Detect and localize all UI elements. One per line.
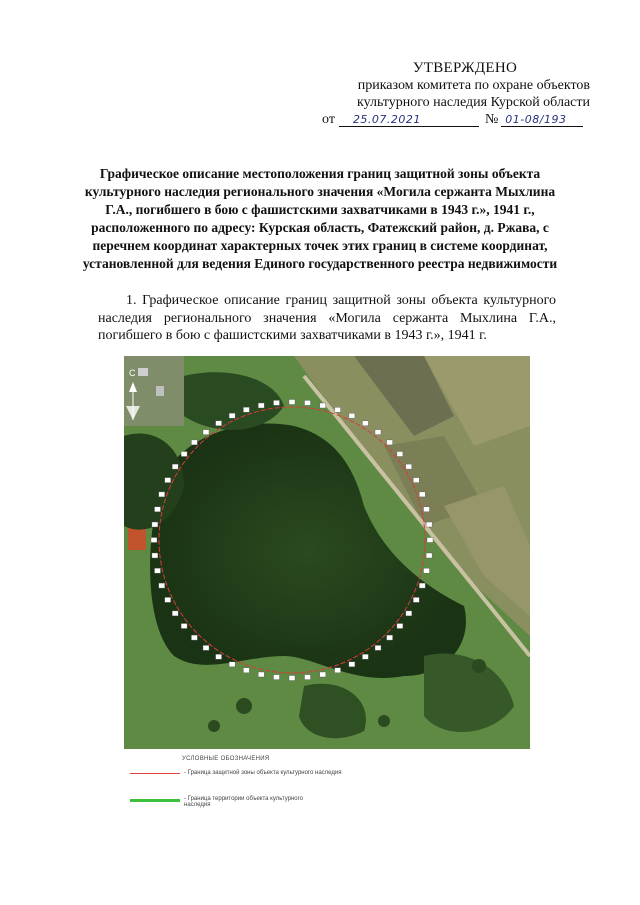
boundary-point-marker bbox=[419, 492, 425, 497]
boundary-point-marker bbox=[181, 452, 187, 457]
boundary-point-marker bbox=[203, 430, 209, 435]
boundary-point-marker bbox=[375, 430, 381, 435]
boundary-point-marker bbox=[426, 522, 432, 527]
boundary-point-marker bbox=[172, 464, 178, 469]
boundary-point-marker bbox=[427, 538, 433, 543]
boundary-point-marker bbox=[216, 654, 222, 659]
boundary-point-marker bbox=[349, 662, 355, 667]
approval-date-number bbox=[322, 111, 590, 128]
boundary-point-marker bbox=[151, 538, 157, 543]
boundary-point-marker bbox=[159, 492, 165, 497]
document-title: Графическое описание местоположения границ защитной зоны объекта культурного наследия регионального значения «Могила сержанта Мыхлина Г.А., погибшего в бою с фашистскими захватчиками в 1943 г.», 1941 г., расположенного по адресу: Курская область, Фатежский район, д. Ржава, с перечнем координат характерных точек этих границ в системе координат, установленной для ведения Единого государственного реестра недвижимости bbox=[82, 166, 558, 271]
boundary-point-marker bbox=[155, 568, 161, 573]
boundary-point-marker bbox=[165, 597, 171, 602]
boundary-point-marker bbox=[387, 635, 393, 640]
legend-label-territory: - Граница территории объекта культурного наследия bbox=[184, 796, 304, 808]
compass-north-label: С bbox=[129, 368, 136, 378]
boundary-point-marker bbox=[320, 672, 326, 677]
boundary-point-marker bbox=[181, 624, 187, 629]
boundary-point-marker bbox=[320, 403, 326, 408]
map-image bbox=[124, 356, 530, 749]
date-field bbox=[339, 111, 479, 127]
boundary-point-marker bbox=[172, 611, 178, 616]
boundary-point-marker bbox=[152, 522, 158, 527]
boundary-point-marker bbox=[243, 407, 249, 412]
number-prefix: № bbox=[484, 112, 499, 127]
boundary-point-marker bbox=[397, 624, 403, 629]
boundary-point-marker bbox=[274, 675, 280, 680]
boundary-point-marker bbox=[349, 413, 355, 418]
boundary-point-marker bbox=[362, 421, 368, 426]
boundary-point-marker bbox=[406, 611, 412, 616]
boundary-point-marker bbox=[335, 668, 341, 673]
boundary-point-marker bbox=[375, 645, 381, 650]
boundary-point-marker bbox=[406, 464, 412, 469]
approval-line-2: культурного наследия Курской области bbox=[356, 95, 590, 110]
date-prefix: от bbox=[322, 112, 335, 127]
handwritten-number: 01-08/193 bbox=[505, 113, 567, 126]
boundary-point-marker bbox=[413, 597, 419, 602]
boundary-point-marker bbox=[258, 403, 264, 408]
boundary-point-marker bbox=[335, 407, 341, 412]
legend-label-protection-zone: - Граница защитной зоны объекта культурного наследия bbox=[184, 770, 342, 776]
boundary-point-marker bbox=[258, 672, 264, 677]
boundary-point-marker bbox=[305, 675, 311, 680]
boundary-point-marker bbox=[152, 553, 158, 558]
boundary-point-marker bbox=[397, 452, 403, 457]
boundary-point-marker bbox=[159, 583, 165, 588]
number-field bbox=[501, 111, 583, 127]
boundary-point-marker bbox=[289, 676, 295, 681]
boundary-point-marker bbox=[155, 507, 161, 512]
boundary-point-marker bbox=[229, 662, 235, 667]
legend-item-protection-zone bbox=[130, 770, 390, 776]
boundary-point-marker bbox=[203, 645, 209, 650]
legend-title: УСЛОВНЫЕ ОБОЗНАЧЕНИЯ bbox=[182, 756, 270, 762]
boundary-point-marker bbox=[165, 478, 171, 483]
legend-red-line-icon bbox=[130, 773, 180, 774]
house-roof bbox=[128, 528, 146, 550]
boundary-point-marker bbox=[305, 400, 311, 405]
boundary-point-marker bbox=[424, 507, 430, 512]
map-legend bbox=[130, 756, 390, 808]
boundary-point-marker bbox=[387, 440, 393, 445]
boundary-point-marker bbox=[243, 668, 249, 673]
section-text: 1. Графическое описание границ защитной зоны объекта культурного наследия регионального значения «Могила сержанта Мыхлина Г.А., погибшего в бою с фашистскими захватчиками в 1943 г.», 1941 г. bbox=[98, 293, 556, 343]
boundary-point-marker bbox=[289, 400, 295, 405]
approval-heading: УТВЕРЖДЕНО bbox=[412, 60, 518, 76]
section-paragraph bbox=[98, 292, 556, 345]
handwritten-date: 25.07.2021 bbox=[352, 113, 421, 126]
boundary-point-marker bbox=[274, 400, 280, 405]
boundary-point-marker bbox=[426, 553, 432, 558]
boundary-point-marker bbox=[424, 568, 430, 573]
approval-line-1: приказом комитета по охране объектов bbox=[357, 78, 590, 93]
legend-green-line-icon bbox=[130, 799, 180, 802]
approval-block bbox=[300, 60, 590, 128]
boundary-point-marker bbox=[413, 478, 419, 483]
boundary-point-marker bbox=[229, 413, 235, 418]
boundary-point-marker bbox=[362, 654, 368, 659]
satellite-map bbox=[124, 356, 530, 749]
boundary-point-marker bbox=[191, 635, 197, 640]
legend-item-territory bbox=[130, 796, 390, 808]
boundary-point-marker bbox=[191, 440, 197, 445]
boundary-point-marker bbox=[216, 421, 222, 426]
boundary-point-marker bbox=[419, 583, 425, 588]
